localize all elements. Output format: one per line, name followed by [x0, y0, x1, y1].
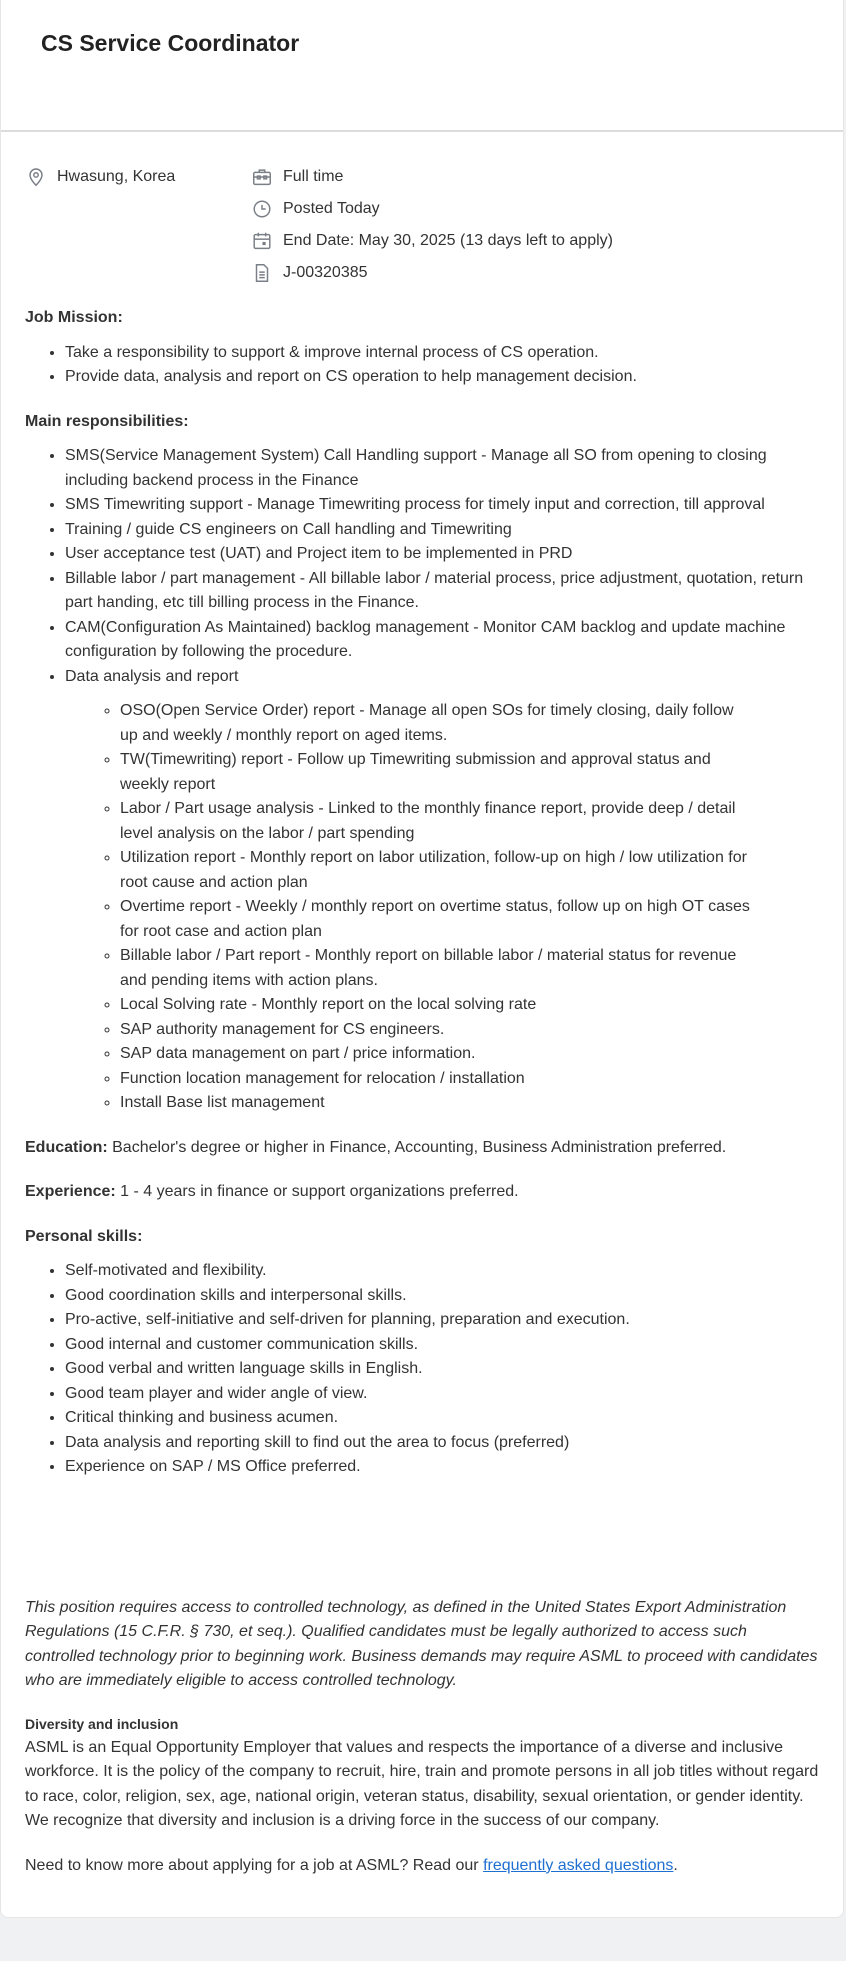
calendar-icon	[251, 230, 273, 252]
education-requirement	[25, 1136, 819, 1161]
posted-date-text: Posted Today	[283, 200, 380, 217]
responsibilities-list	[25, 444, 805, 1116]
list-item: • SMS(Service Management System) Call Handling support - Manage all SO from opening to closing including backend process in the Finance	[65, 444, 805, 493]
document-icon	[251, 262, 273, 284]
job-id-text: J-00320385	[283, 264, 368, 281]
faq-line	[25, 1854, 819, 1879]
job-description	[1, 306, 843, 1878]
employment-type	[251, 166, 343, 188]
experience-text: 1 - 4 years in finance or support organizations preferred.	[115, 1183, 519, 1200]
education-label: Education:	[25, 1138, 108, 1156]
diversity-heading: Diversity and inclusion	[25, 1715, 179, 1732]
list-item: • Experience on SAP / MS Office preferred.	[65, 1455, 819, 1480]
sublist-item: ◦ Local Solving rate - Monthly report on the local solving rate	[120, 993, 750, 1018]
job-id	[251, 262, 368, 284]
list-item-data-analysis	[65, 665, 805, 1116]
sublist-item: ◦ OSO(Open Service Order) report - Manage all open SOs for timely closing, daily follow up and weekly / monthly report on aged items.	[120, 699, 750, 748]
list-item: • Good coordination skills and interpersonal skills.	[65, 1284, 819, 1309]
diversity-text: ASML is an Equal Opportunity Employer that values and respects the importance of a diverse and inclusive workforce. It is the policy of the company to recruit, hire, train and promote persons in all job titles without regard to race, color, religion, sex, age, national origin, veteran status, disability, sexual orientation, or gender identity. We recognize that diversity and inclusion is a driving force in the success of our company.	[25, 1738, 819, 1829]
spacer	[25, 1500, 819, 1596]
list-item: • Training / guide CS engineers on Call handling and Timewriting	[65, 518, 805, 543]
employment-type-text: Full time	[283, 168, 344, 185]
list-item: • Pro-active, self-initiative and self-driven for planning, preparation and execution.	[65, 1308, 819, 1333]
list-item: • CAM(Configuration As Maintained) backlog management - Monitor CAM backlog and update machine configuration by following the procedure.	[65, 616, 805, 665]
mission-heading: Job Mission:	[25, 309, 123, 326]
skills-list	[25, 1259, 819, 1480]
sublist-item: ◦ SAP data management on part / price information.	[120, 1042, 750, 1067]
sublist-item: ◦ Labor / Part usage analysis - Linked to the monthly finance report, provide deep / detail level analysis on the labor / part spending	[120, 797, 750, 846]
experience-label: Experience:	[25, 1183, 116, 1200]
posted-date	[251, 198, 380, 220]
list-item: • Data analysis and reporting skill to find out the area to focus (preferred)	[65, 1431, 819, 1456]
sublist-item: ◦ Utilization report - Monthly report on labor utilization, follow-up on high / low utilization for root cause and action plan	[120, 846, 750, 895]
list-item: • Provide data, analysis and report on CS operation to help management decision.	[65, 365, 819, 390]
faq-link[interactable]: frequently asked questions	[483, 1856, 674, 1874]
end-date	[251, 230, 613, 252]
list-item: • Good team player and wider angle of view.	[65, 1382, 819, 1407]
list-item: • Good internal and customer communication skills.	[65, 1333, 819, 1358]
faq-prefix: Need to know more about applying for a job at ASML? Read our	[25, 1856, 484, 1874]
job-location	[25, 166, 175, 188]
list-item: • Billable labor / part management - All billable labor / material process, price adjustment, quotation, return part handing, etc till billing process in the Finance.	[65, 567, 805, 616]
list-item-label: Data analysis and report	[65, 667, 239, 685]
list-item: • Good verbal and written language skills in English.	[65, 1357, 819, 1382]
end-date-text: End Date: May 30, 2025 (13 days left to apply)	[283, 232, 613, 249]
list-item: • Self-motivated and flexibility.	[65, 1259, 819, 1284]
briefcase-icon	[251, 166, 273, 188]
sublist-item: ◦ SAP authority management for CS engineers.	[120, 1018, 750, 1043]
faq-suffix: .	[673, 1856, 678, 1874]
export-control-notice: This position requires access to controlled technology, as defined in the United States Export Administration Regulations (15 C.F.R. § 730, et seq.). Qualified candidates must be legally authorized to access such controlled technology prior to beginning work. Business demands may require ASML to proceed with candidates who are immediately eligible to access controlled technology.	[25, 1598, 818, 1689]
sublist-item: ◦ Billable labor / Part report - Monthly report on billable labor / material status for revenue and pending items with action plans.	[120, 944, 750, 993]
experience-requirement	[25, 1180, 819, 1205]
skills-heading: Personal skills:	[25, 1227, 143, 1245]
map-pin-icon	[25, 166, 47, 188]
list-item: • User acceptance test (UAT) and Project item to be implemented in PRD	[65, 542, 805, 567]
sublist-item: ◦ Overtime report - Weekly / monthly report on overtime status, follow up on high OT cases for root case and action plan	[120, 895, 750, 944]
education-text: Bachelor's degree or higher in Finance, Accounting, Business Administration preferred.	[107, 1138, 727, 1156]
clock-icon	[251, 198, 273, 220]
sublist-item: ◦ TW(Timewriting) report - Follow up Timewriting submission and approval status and weekly report	[120, 748, 750, 797]
list-item: • Critical thinking and business acumen.	[65, 1406, 819, 1431]
list-item: • SMS Timewriting support - Manage Timewriting process for timely input and correction, till approval	[65, 493, 805, 518]
job-meta	[1, 132, 843, 282]
job-location-text: Hwasung, Korea	[57, 168, 176, 185]
sublist-item: ◦ Function location management for relocation / installation	[120, 1067, 750, 1092]
list-item: • Take a responsibility to support & improve internal process of CS operation.	[65, 341, 819, 366]
sublist-item: ◦ Install Base list management	[120, 1091, 750, 1116]
job-title: CS Service Coordinator	[41, 30, 300, 56]
report-sublist	[65, 699, 750, 1116]
responsibilities-heading: Main responsibilities:	[25, 412, 189, 430]
mission-list	[25, 341, 819, 390]
job-header	[1, 0, 843, 132]
